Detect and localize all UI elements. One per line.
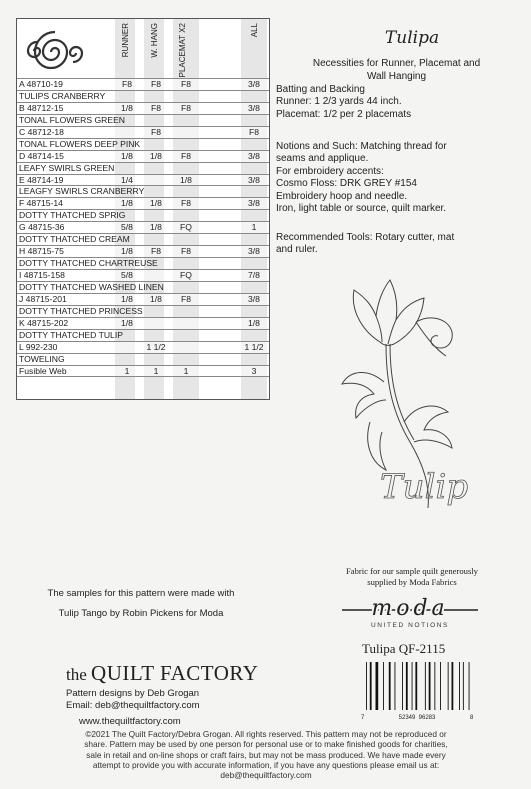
yardage-cell: 7/8 (248, 270, 260, 280)
barcode-digits: 52349 96283 (398, 715, 436, 720)
fabric-name-row (17, 91, 269, 102)
yardage-cell: 1 (183, 365, 189, 376)
yardage-cell: 1/8 (121, 293, 133, 304)
copyright-notice (16, 729, 516, 780)
table-row (17, 365, 269, 378)
yardage-cell: 1/8 (121, 317, 133, 328)
barcode-bar (383, 662, 384, 710)
yardage-cell: 1/8 (121, 102, 133, 113)
email-line: Email: deb@thequiltfactory.com (66, 699, 200, 711)
tulip-signature-label: Tulip (380, 467, 469, 507)
column-header-wall-hanging: W. HANG (150, 23, 159, 58)
yardage-cell: 3/8 (248, 150, 260, 161)
fabric-code: H 48715-75 (19, 246, 64, 257)
table-body (17, 78, 269, 377)
yardage-cell: 3/8 (248, 246, 260, 257)
yardage-cell: F8 (180, 246, 192, 257)
notions-line: For embroidery accents: (276, 165, 384, 177)
yardage-cell: 3/8 (248, 198, 260, 209)
barcode-bar (412, 662, 413, 710)
yardage-cell: 3 (251, 365, 257, 376)
column-header-placemat: PLACEMAT X2 (178, 23, 187, 78)
barcode-bar (406, 662, 408, 710)
fabric-name-row (17, 258, 269, 269)
barcode-digit-left: 7 (361, 715, 365, 720)
yardage-cell: F8 (248, 126, 260, 137)
fabric-name-row (17, 210, 269, 221)
fabric-name-row (17, 282, 269, 293)
table-row (17, 245, 269, 258)
fabric-code: L 992-230 (19, 341, 58, 352)
fabric-code: I 48715-158 (19, 270, 65, 280)
barcode-bar (459, 662, 460, 710)
yardage-cell: F8 (150, 126, 162, 137)
recommended-tools-section (276, 232, 521, 257)
barcode-bar (452, 662, 454, 710)
designer-line: Pattern designs by Deb Grogan (66, 688, 200, 699)
fabric-name: TONAL FLOWERS GREEN (19, 114, 126, 125)
yardage-cell: 1/8 (248, 317, 260, 328)
fabric-name: DOTTY THATCHED CHARTREUSE (19, 258, 158, 269)
moda-wordmark: moda (371, 596, 449, 621)
notions-line: Embroidery hoop and needle. (276, 190, 408, 202)
logo-name: QUILT FACTORY (91, 661, 259, 685)
fabric-name: DOTTY THATCHED PRINCESS (19, 305, 143, 316)
fabric-name: DOTTY THATCHED SPRIG (19, 210, 126, 221)
yardage-cell: 1 1/2 (244, 341, 264, 352)
yardage-cell: 1/4 (121, 174, 133, 185)
pattern-number: Tulipa QF-2115 (362, 641, 446, 656)
fabric-name-row (17, 163, 269, 174)
batting-line: Runner: 1 2/3 yards 44 inch. (276, 96, 402, 108)
yardage-cell: F8 (180, 79, 192, 89)
table-row (17, 341, 269, 354)
column-header-runner: RUNNER (121, 23, 130, 58)
fabric-supplier-note (312, 566, 512, 588)
fabric-code: A 48710-19 (19, 79, 63, 89)
yardage-cell: 1 (251, 222, 257, 233)
quilt-factory-logo (66, 661, 258, 686)
fabric-code: B 48712-15 (19, 102, 64, 113)
barcode-bar (429, 662, 431, 710)
batting-line: Placemat: 1/2 per 2 placemats (276, 108, 412, 120)
necessities-heading-line: Necessities for Runner, Placemat and (312, 58, 481, 69)
barcode-bar (389, 662, 391, 710)
barcode-digit-right: 8 (470, 715, 474, 720)
yardage-cell: 1/8 (150, 293, 162, 304)
tools-line: and ruler. (276, 244, 318, 256)
fabric-name-row (17, 354, 269, 365)
yardage-cell: 3/8 (248, 79, 260, 89)
fabric-name: DOTTY THATCHED WASHED LINEN (19, 281, 164, 292)
moda-tagline: UNITED NOTIONS (370, 622, 450, 629)
copyright-line: sale in retail and on-line shops or craft fairs, but may not be mass produced. We have made every (86, 749, 446, 760)
upc-barcode (360, 660, 475, 720)
table-row (17, 78, 269, 91)
yardage-cell: 5/8 (121, 270, 133, 280)
barcode-bar (376, 662, 379, 710)
fabric-name: TONAL FLOWERS DEEP PINK (19, 138, 141, 149)
barcode-bar (366, 662, 367, 710)
barcode-bar (448, 662, 449, 710)
yardage-cell: F8 (180, 150, 192, 161)
notions-line: Notions and Such: Matching thread for (276, 141, 447, 152)
yardage-cell: 3/8 (248, 293, 260, 304)
yardage-cell: 1 1/2 (146, 341, 166, 352)
fabric-code: G 48715-36 (19, 222, 65, 233)
yardage-cell: 1/8 (150, 222, 162, 233)
batting-backing-section (276, 84, 521, 121)
fabric-note-line: supplied by Moda Fabrics (367, 577, 457, 587)
yardage-cell: FQ (180, 222, 192, 233)
column-header-all: ALL (250, 23, 259, 38)
yardage-cell: F8 (180, 293, 192, 304)
yardage-cell: 1/8 (180, 174, 192, 185)
yardage-cell: F8 (150, 246, 162, 257)
fabric-name: TULIPS CRANBERRY (19, 90, 106, 101)
notions-section (276, 141, 521, 215)
table-row (17, 197, 269, 210)
fabric-name-row (17, 330, 269, 341)
copyright-line: ©2021 The Quilt Factory/Debra Grogan. All rights reserved. This pattern may not be reproduced or (85, 729, 447, 739)
barcode-bar (440, 662, 441, 710)
fabric-code: C 48712-18 (19, 126, 64, 137)
necessities-heading-line: Wall Hanging (366, 70, 427, 82)
fabric-name-row (17, 186, 269, 197)
barcode-bar (395, 662, 396, 710)
notions-line: Iron, light table or source, quilt marker. (276, 203, 447, 215)
tools-line: Recommended Tools: Rotary cutter, mat (276, 232, 455, 243)
samples-note (16, 584, 266, 624)
yardage-cell: 1/8 (150, 150, 162, 161)
yardage-cell: F8 (150, 79, 162, 89)
samples-line: Tulip Tango by Robin Pickens for Moda (58, 608, 224, 619)
fabric-note-line: Fabric for our sample quilt generously (346, 566, 478, 576)
logo-the: the (66, 665, 87, 684)
fabric-code: Fusible Web (19, 365, 67, 376)
yardage-cell: 5/8 (121, 222, 133, 233)
pattern-title: Tulipa (384, 28, 440, 48)
yardage-cell: 1 (153, 365, 159, 376)
table-row (17, 174, 269, 187)
copyright-line: attempt to provide you with accurate information, if you have any questions please email us at: (92, 759, 440, 770)
yardage-cell: 3/8 (248, 174, 260, 185)
yardage-cell: F8 (180, 102, 192, 113)
fabric-code: J 48715-201 (19, 293, 67, 304)
table-row (17, 102, 269, 115)
yardage-cell: 1/8 (150, 198, 162, 209)
yardage-cell: F8 (150, 102, 162, 113)
yardage-cell: 3/8 (248, 102, 260, 113)
yardage-cell: 1/8 (121, 246, 133, 257)
table-row (17, 293, 269, 306)
fabric-name: DOTTY THATCHED TULIP (19, 329, 123, 340)
table-row (17, 221, 269, 234)
barcode-bar (463, 662, 464, 710)
fabric-name-row (17, 139, 269, 150)
copyright-line: share. Pattern may be used by one person for personal use or to make finished goods for charities, (84, 739, 448, 750)
barcode-bar (469, 662, 470, 710)
fabric-requirements-table (16, 18, 270, 400)
fabric-name: DOTTY THATCHED CREAM (19, 234, 130, 245)
yardage-cell: 1 (124, 365, 130, 376)
designer-contact (66, 688, 200, 712)
moda-logo (340, 594, 480, 630)
barcode-bar (402, 662, 403, 710)
yardage-cell: F8 (121, 79, 133, 89)
barcode-bars (366, 662, 475, 710)
table-row (17, 269, 269, 282)
website-url: www.thequiltfactory.com (79, 716, 181, 727)
barcode-bar (415, 662, 417, 710)
barcode-bar (370, 662, 372, 710)
fabric-code: E 48714-19 (19, 174, 64, 185)
yardage-cell: FQ (180, 270, 192, 280)
table-row (17, 317, 269, 330)
yardage-cell: 1/8 (121, 150, 133, 161)
fabric-name-row (17, 306, 269, 317)
necessities-heading (284, 58, 509, 83)
samples-line: The samples for this pattern were made with (47, 588, 235, 599)
fabric-code: K 48715-202 (19, 317, 69, 328)
copyright-line: deb@thequiltfactory.com (220, 770, 312, 781)
barcode-bar (434, 662, 435, 710)
table-row (17, 150, 269, 163)
fabric-name: TOWELING (19, 353, 65, 364)
yardage-cell: F8 (180, 198, 192, 209)
notions-line: seams and applique. (276, 153, 369, 165)
fabric-name: LEAGFY SWIRLS CRANBERRY (19, 186, 145, 197)
tulip-drawing-icon (320, 272, 480, 512)
fabric-name: LEAFY SWIRLS GREEN (19, 162, 115, 173)
barcode-bar (425, 662, 426, 710)
table-row (17, 126, 269, 139)
fabric-name-row (17, 234, 269, 245)
yardage-cell: 1/8 (121, 198, 133, 209)
notions-line: Cosmo Floss: DRK GREY #154 (276, 178, 417, 190)
batting-line: Batting and Backing (276, 84, 365, 95)
fabric-name-row (17, 115, 269, 126)
swirl-logo-icon (23, 27, 87, 77)
fabric-code: F 48715-14 (19, 198, 63, 209)
fabric-code: D 48714-15 (19, 150, 64, 161)
